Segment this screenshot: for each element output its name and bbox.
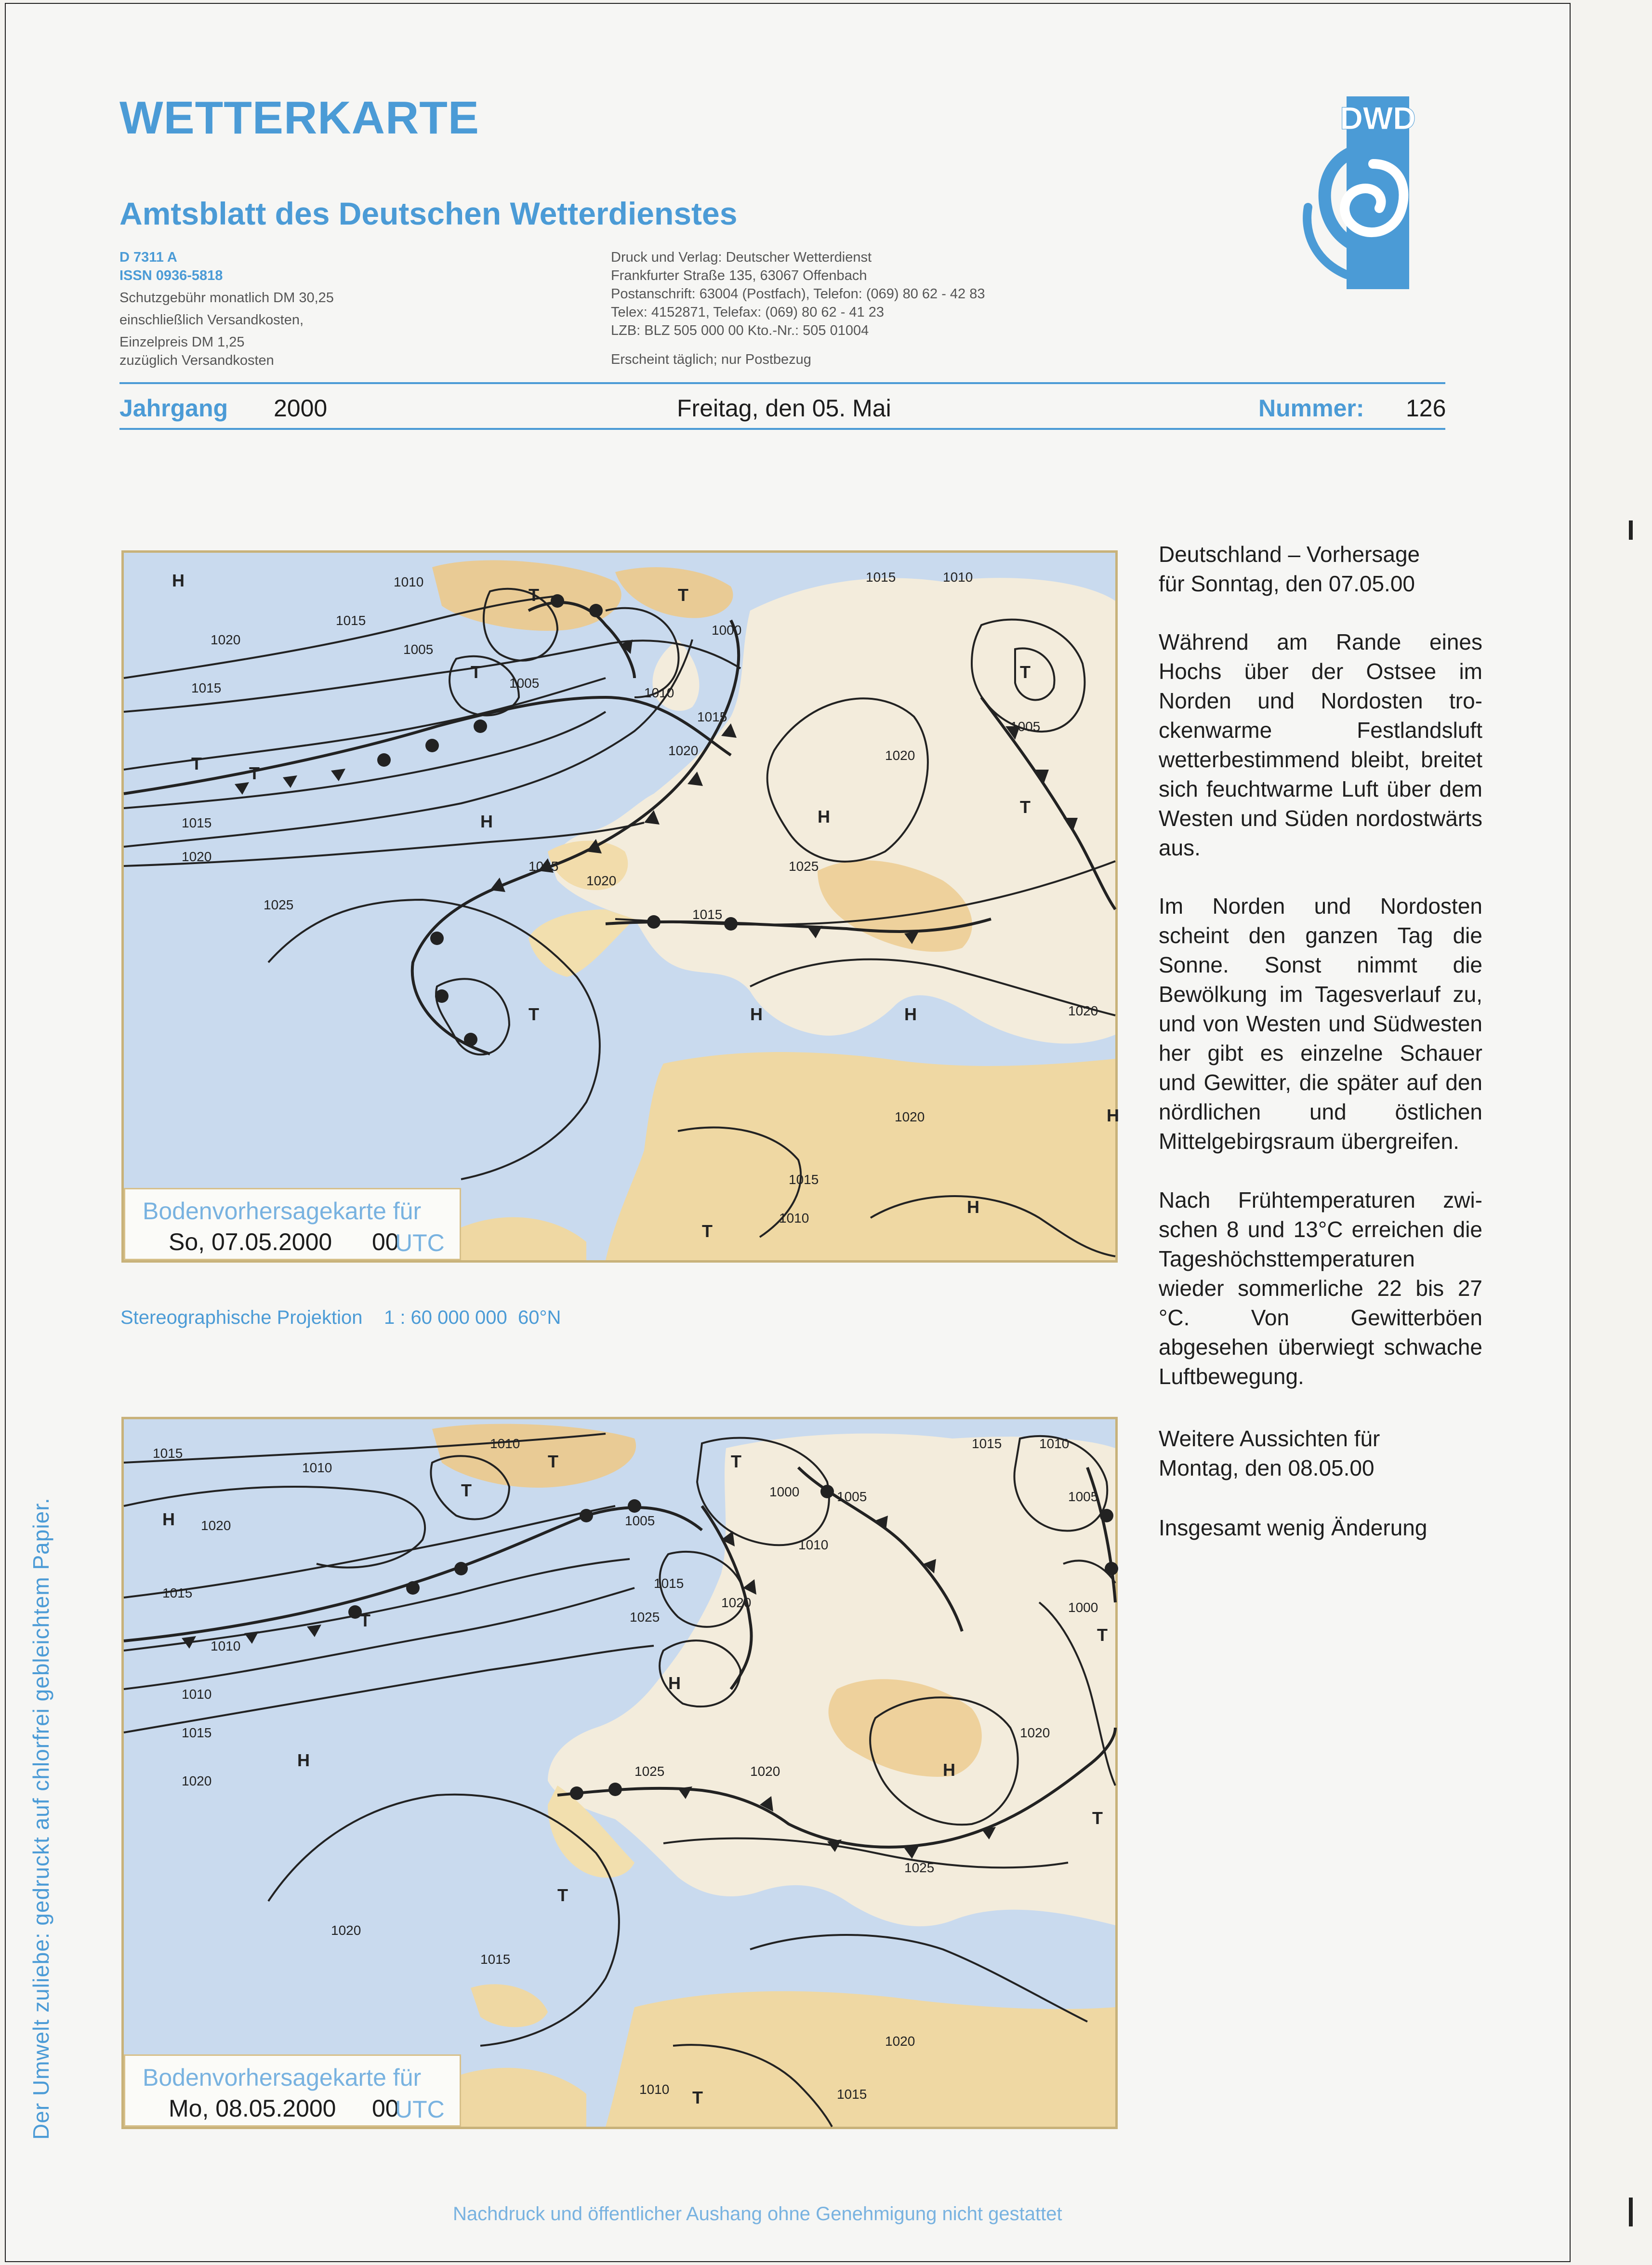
isobar-label: 1015 (162, 1586, 193, 1600)
map-caption-monday (124, 2054, 461, 2127)
caption-title: Bodenvorhersagekarte für (143, 2064, 422, 2091)
pressure-label: T (249, 763, 260, 783)
isobar-label: 1010 (1039, 1436, 1070, 1451)
fee-line: Schutzgebühr monatlich DM 30,25 (119, 290, 334, 306)
forecast-heading (1159, 540, 1482, 599)
outlook-line1: Weitere Aussichten für (1159, 1426, 1380, 1451)
map-graphic (124, 553, 1119, 1260)
isobar-label: 1025 (630, 1610, 660, 1625)
isobar-label: 1015 (866, 570, 896, 585)
nummer-value: 126 (1406, 395, 1446, 422)
pressure-label: T (461, 1480, 472, 1500)
isobar-label: 1025 (529, 859, 559, 874)
forecast-paragraph-3: Nach Frühtemperaturen zwischen 8 und 13°C erreichen die Tageshöchsttemperaturen wieder sommerliche 22 bis 27 °C. Von Gewitterböen abgesehen überwiegt schwache Luftbewegung. (1159, 1187, 1482, 1389)
registration-mark (1629, 520, 1633, 540)
publisher-line: Druck und Verlag: Deutscher Wetterdienst (611, 250, 872, 265)
header-rule (119, 382, 1445, 384)
caption-utc: UTC (395, 1229, 445, 1256)
forecast-paragraph-2: Im Norden und Nordosten scheint den ganzen Tag die Sonne. Sonst nimmt die Bewölkung im Tagesverlauf zu, und von Westen und Südwesten her gibt es einzelne Schauer und Gewitter, die später auf den nördlichen und östlichen Mittelgebirgsraum übergreifen. (1159, 893, 1482, 1154)
code-d: D 7311 A (119, 250, 177, 265)
isobar-label: 1005 (837, 1489, 867, 1504)
weather-map-sunday (121, 550, 1118, 1263)
isobar-label: 1010 (394, 574, 424, 589)
isobar-label: 1015 (789, 1172, 819, 1187)
isobar-label: 1020 (885, 2034, 915, 2049)
pressure-label: H (297, 1750, 310, 1770)
outlook-line2: Montag, den 08.05.00 (1159, 1455, 1374, 1480)
caption-date: So, 07.05.2000 (169, 1228, 332, 1255)
pressure-label: T (548, 1452, 558, 1471)
isobar-label: 1010 (182, 1687, 212, 1702)
isobar-label: 1000 (769, 1484, 800, 1499)
pressure-label: T (191, 754, 202, 773)
isobar-label: 1025 (634, 1764, 665, 1779)
isobar-label: 1025 (264, 897, 294, 912)
publisher-line: LZB: BLZ 505 000 00 Kto.-Nr.: 505 01004 (611, 323, 869, 338)
weather-map-monday (121, 1417, 1118, 2129)
isobar-label: 1020 (750, 1764, 780, 1779)
isobar-label: 1010 (798, 1537, 829, 1552)
pressure-label: H (904, 1004, 917, 1024)
isobar-label: 1015 (654, 1576, 684, 1591)
jahrgang-value: 2000 (274, 395, 328, 422)
isobar-label: 1015 (336, 613, 366, 628)
pressure-label: T (529, 1004, 539, 1024)
pressure-label: T (678, 585, 688, 605)
environment-note: Der Umwelt zuliebe: gedruckt auf chlorfrei gebleichtem Papier. (28, 1497, 53, 2140)
isobar-label: 1015 (153, 1446, 183, 1461)
pressure-label: T (1097, 1625, 1108, 1645)
dwd-logo-icon (1289, 96, 1424, 289)
publisher-block (611, 248, 985, 369)
forecast-paragraph-1: Während am Rande eines Hochs über der Ostsee im Norden und Nordosten trockenwarme Festlandsluft wetterbestimmend bleibt, breitet sich feuchtwarme Luft über dem Westen und Süden nordostwärts aus. (1159, 629, 1482, 860)
caption-utc: UTC (395, 2096, 445, 2123)
isobar-label: 1010 (302, 1460, 332, 1475)
isobar-label: 1015 (972, 1436, 1002, 1451)
fee-line: Einzelpreis DM 1,25 (119, 334, 245, 350)
jahrgang-label: Jahrgang (119, 395, 228, 422)
forecast-heading-line2: für Sonntag, den 07.05.00 (1159, 571, 1415, 596)
issn-block (119, 248, 334, 370)
isobar-label: 1005 (403, 642, 434, 657)
caption-hour: 00 (372, 2095, 399, 2122)
isobar-label: 1005 (1068, 1489, 1098, 1504)
page-subtitle: Amtsblatt des Deutschen Wetterdienstes (119, 196, 738, 231)
isobar-label: 1025 (904, 1860, 935, 1875)
pressure-label: T (1020, 662, 1031, 682)
caption-date: Mo, 08.05.2000 (169, 2095, 336, 2122)
copyright-footer: Nachdruck und öffentlicher Aushang ohne Genehmigung nicht gestattet (453, 2203, 1062, 2225)
pressure-label: H (172, 571, 185, 590)
isobar-label: 1020 (211, 632, 241, 647)
isobar-label: 1015 (191, 680, 222, 695)
fee-line: zuzüglich Versandkosten (119, 353, 274, 368)
isobar-label: 1020 (668, 743, 699, 758)
isobar-label: 1020 (331, 1923, 361, 1938)
isobar-label: 1005 (509, 676, 540, 691)
map-caption-sunday (124, 1188, 461, 1260)
pressure-label: T (1092, 1808, 1103, 1828)
outlook-heading (1159, 1424, 1482, 1483)
pressure-label: H (1107, 1106, 1119, 1125)
publisher-line: Frankfurter Straße 135, 63067 Offenbach (611, 268, 867, 283)
isobar-label: 1010 (490, 1436, 520, 1451)
isobar-label: 1020 (1020, 1725, 1050, 1740)
pressure-label: T (692, 2088, 703, 2107)
isobar-label: 1005 (1010, 719, 1041, 734)
isobar-label: 1015 (182, 1725, 212, 1740)
forecast-heading-line1: Deutschland – Vorhersage (1159, 542, 1420, 567)
isobar-label: 1015 (480, 1952, 511, 1967)
pressure-label: T (471, 662, 481, 682)
pressure-label: H (967, 1197, 979, 1217)
pressure-label: T (702, 1221, 713, 1241)
isobar-label: 1025 (789, 859, 819, 874)
outlook-text: Insgesamt wenig Änderung (1159, 1515, 1427, 1540)
isobar-label: 1020 (201, 1518, 231, 1533)
isobar-label: 1020 (1068, 1003, 1098, 1018)
nummer-label: Nummer: (1258, 395, 1364, 422)
publisher-line: Telex: 4152871, Telefax: (069) 80 62 - 41 23 (611, 305, 884, 320)
isobar-label: 1020 (586, 873, 617, 888)
dwd-logo-text: DWD (1340, 100, 1416, 136)
frequency-note: Erscheint täglich; nur Postbezug (611, 352, 811, 367)
isobar-label: 1020 (885, 748, 915, 763)
page-title: WETTERKARTE (119, 92, 479, 144)
isobar-label: 1015 (837, 2087, 867, 2102)
caption-title: Bodenvorhersagekarte für (143, 1198, 422, 1225)
isobar-label: 1015 (697, 709, 727, 724)
pressure-label: H (750, 1004, 763, 1024)
pressure-label: H (480, 812, 493, 831)
isobar-label: 1010 (639, 2082, 670, 2097)
isobar-label: 1020 (182, 1773, 212, 1788)
pressure-label: T (1020, 797, 1031, 817)
pressure-label: H (818, 807, 830, 826)
pressure-label: T (529, 585, 539, 605)
isobar-label: 1000 (712, 623, 742, 638)
pressure-label: T (360, 1611, 370, 1630)
map-graphic (124, 1419, 1115, 2127)
fee-line: einschließlich Versandkosten, (119, 312, 304, 328)
caption-hour: 00 (372, 1228, 399, 1255)
publisher-line: Postanschrift: 63004 (Postfach), Telefon: (069) 80 62 - 42 83 (611, 286, 985, 302)
isobar-label: 1010 (943, 570, 973, 585)
isobar-label: 1015 (692, 907, 723, 922)
pressure-label: H (668, 1673, 681, 1693)
isobar-label: 1000 (1068, 1600, 1098, 1615)
code-issn: ISSN 0936-5818 (119, 268, 223, 283)
registration-mark (1629, 2198, 1633, 2226)
issue-rule (119, 428, 1445, 430)
pressure-label: T (557, 1885, 568, 1905)
pressure-label: H (162, 1509, 175, 1529)
pressure-label: H (943, 1760, 955, 1780)
pressure-label: T (731, 1452, 741, 1471)
isobar-label: 1020 (895, 1109, 925, 1124)
isobar-label: 1010 (779, 1211, 809, 1226)
issue-date: Freitag, den 05. Mai (677, 395, 891, 422)
isobar-label: 1010 (644, 685, 674, 700)
projection-note: Stereographische Projektion 1 : 60 000 000 60°N (120, 1307, 561, 1328)
isobar-label: 1010 (211, 1639, 241, 1653)
isobar-label: 1005 (625, 1513, 655, 1528)
isobar-label: 1015 (182, 815, 212, 830)
isobar-label: 1020 (721, 1595, 752, 1610)
isobar-label: 1020 (182, 849, 212, 864)
